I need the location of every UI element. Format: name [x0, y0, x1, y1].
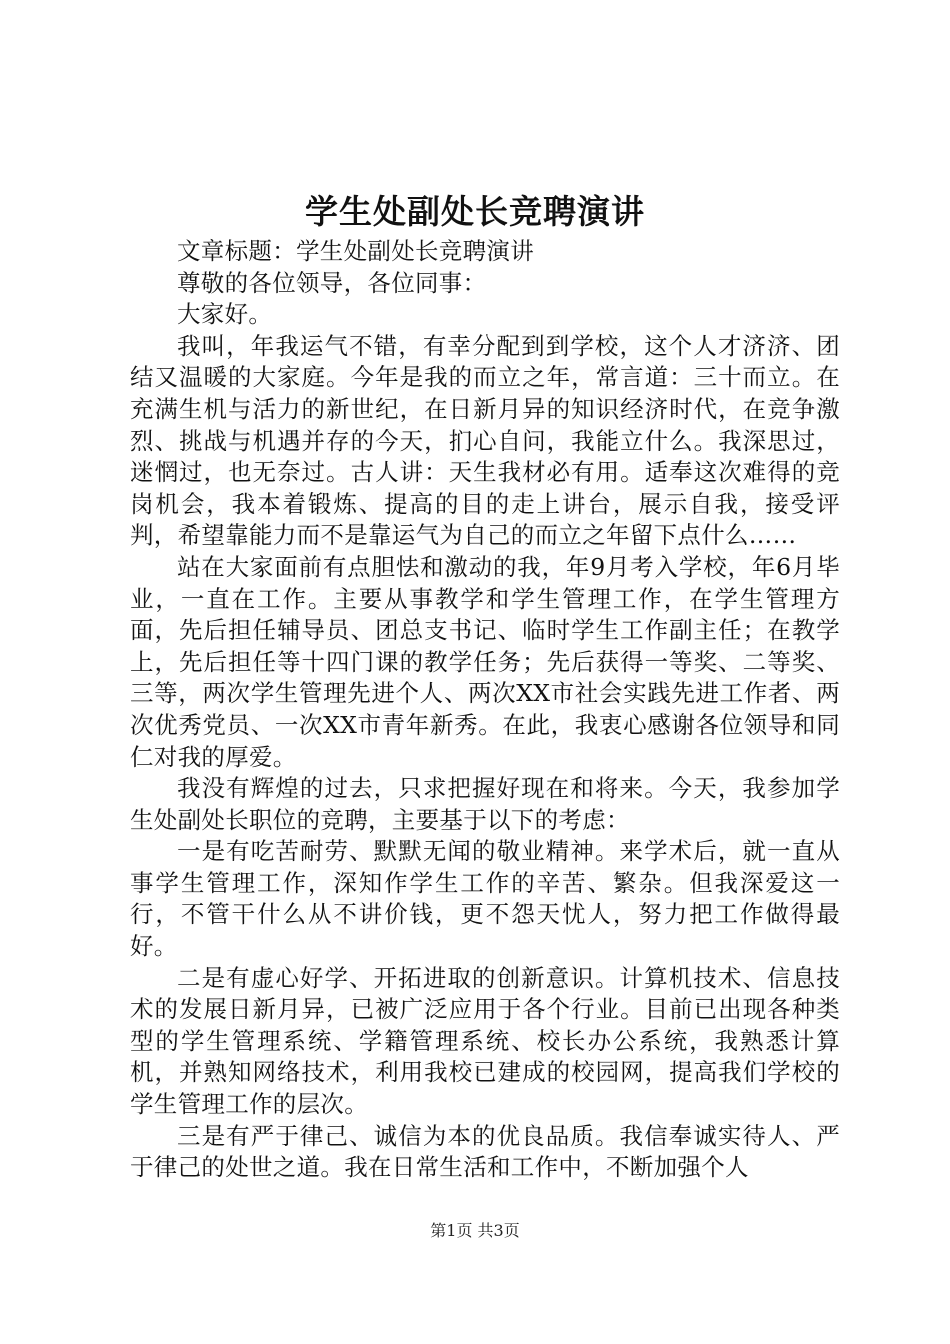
page-footer: 第1页 共3页 — [430, 1221, 520, 1240]
paragraph-point-one: 一是有吃苦耐劳、默默无闻的敬业精神。来学术后，就一直从事学生管理工作，深知作学生工作的辛苦、繁杂。但我深爱这一行，不管干什么从不讲价钱，更不怨天忧人，努力把工作做得最好。 — [130, 837, 840, 961]
paragraph-salutation: 尊敬的各位领导，各位同事： — [177, 268, 487, 297]
document-title: 学生处副处长竞聘演讲 — [305, 192, 645, 231]
document-body — [130, 236, 840, 1184]
paragraph-motivation: 我没有辉煌的过去，只求把握好现在和将来。今天，我参加学生处副处长职位的竞聘，主要基于以下的考虑： — [130, 774, 840, 834]
paragraph-point-three: 三是有严于律己、诚信为本的优良品质。我信奉诚实待人、严于律己的处世之道。我在日常生活和工作中，不断加强个人 — [130, 1121, 840, 1182]
paragraph-article-title: 文章标题：学生处副处长竞聘演讲 — [177, 237, 534, 265]
paragraph-background: 站在大家面前有点胆怯和激动的我，年9月考入学校，年6月毕业，一直在工作。主要从事教学和学生管理工作，在学生管理方面，先后担任辅导员、团总支书记、临时学生工作副主任；在教学上，先后担任等十四门课的教学任务；先后获得一等奖、二等奖、三等，两次学生管理先进个人、两次XX市社会实践先进工作者、两次优秀党员、一次XX市青年新秀。在此，我衷心感谢各位领导和同仁对我的厚爱。 — [130, 552, 840, 771]
paragraph-introduction: 我叫，年我运气不错，有幸分配到到学校，这个人才济济、团结又温暖的大家庭。今年是我的而立之年，常言道：三十而立。在充满生机与活力的新世纪，在日新月异的知识经济时代，在竞争激烈、挑战与机遇并存的今天，扪心自问，我能立什么。我深思过，迷惘过，也无奈过。古人讲：天生我材必有用。适奉这次难得的竞岗机会，我本着锻炼、提高的目的走上讲台，展示自我，接受评判，希望靠能力而不是靠运气为自己的而立之年留下点什么…… — [130, 331, 840, 550]
paragraph-greeting: 大家好。 — [177, 300, 273, 329]
paragraph-point-two: 二是有虚心好学、开拓进取的创新意识。计算机技术、信息技术的发展日新月异，已被广泛应用于各个行业。目前已出现各种类型的学生管理系统、学籍管理系统、校长办公系统，我熟悉计算机，并熟知网络技术，利用我校已建成的校园网，提高我们学校的学生管理工作的层次。 — [130, 963, 840, 1119]
